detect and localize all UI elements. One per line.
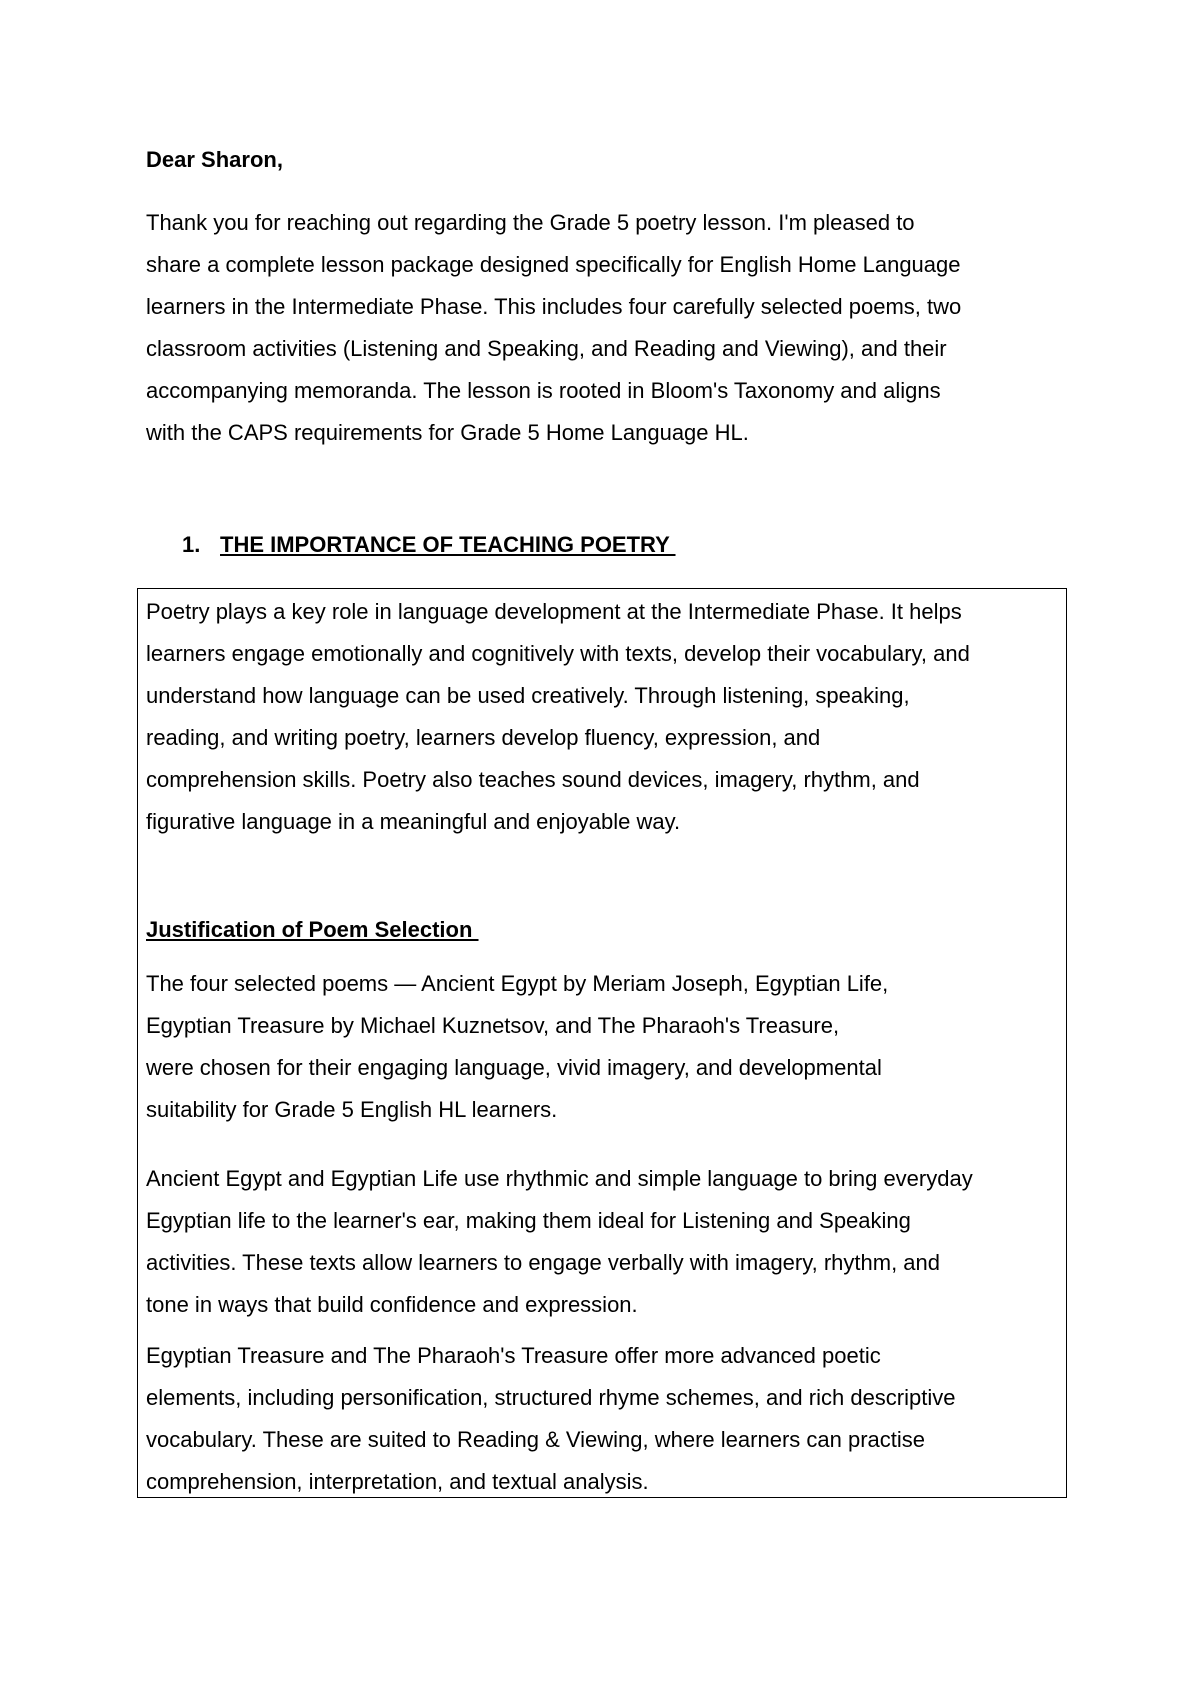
section-number: 1. <box>182 532 201 557</box>
importance-line: figurative language in a meaningful and enjoyable way. <box>146 809 681 834</box>
justification-heading: Justification of Poem Selection <box>146 917 479 942</box>
selection-line: were chosen for their engaging language, vivid imagery, and developmental <box>146 1055 882 1080</box>
selection-line: suitability for Grade 5 English HL learners. <box>146 1097 558 1122</box>
importance-line: understand how language can be used creatively. Through listening, speaking, <box>146 683 910 708</box>
listening-line: activities. These texts allow learners to engage verbally with imagery, rhythm, and <box>146 1250 940 1275</box>
importance-line: Poetry plays a key role in language development at the Intermediate Phase. It helps <box>146 599 962 624</box>
intro-paragraph <box>146 202 1076 454</box>
section-title: THE IMPORTANCE OF TEACHING POETRY <box>220 532 676 557</box>
intro-line: learners in the Intermediate Phase. This includes four carefully selected poems, two <box>146 294 962 319</box>
reading-line: comprehension, interpretation, and textual analysis. <box>146 1469 649 1494</box>
reading-line: Egyptian Treasure and The Pharaoh's Treasure offer more advanced poetic <box>146 1343 881 1368</box>
listening-paragraph <box>146 1158 1058 1326</box>
intro-line: Thank you for reaching out regarding the Grade 5 poetry lesson. I'm pleased to <box>146 210 915 235</box>
intro-line: accompanying memoranda. The lesson is rooted in Bloom's Taxonomy and aligns <box>146 378 941 403</box>
selection-line: Egyptian Treasure by Michael Kuznetsov, and The Pharaoh's Treasure, <box>146 1013 840 1038</box>
section-heading <box>182 530 676 560</box>
importance-line: learners engage emotionally and cognitively with texts, develop their vocabulary, and <box>146 641 970 666</box>
listening-line: Egyptian life to the learner's ear, making them ideal for Listening and Speaking <box>146 1208 911 1233</box>
reading-line: elements, including personification, structured rhyme schemes, and rich descriptive <box>146 1385 956 1410</box>
listening-line: tone in ways that build confidence and expression. <box>146 1292 638 1317</box>
intro-line: classroom activities (Listening and Speaking, and Reading and Viewing), and their <box>146 336 947 361</box>
importance-line: reading, and writing poetry, learners develop fluency, expression, and <box>146 725 821 750</box>
listening-line: Ancient Egypt and Egyptian Life use rhythmic and simple language to bring everyday <box>146 1166 973 1191</box>
salutation: Dear Sharon, <box>146 147 283 172</box>
selection-paragraph <box>146 963 1058 1131</box>
importance-line: comprehension skills. Poetry also teaches sound devices, imagery, rhythm, and <box>146 767 920 792</box>
intro-line: with the CAPS requirements for Grade 5 Home Language HL. <box>146 420 749 445</box>
reading-line: vocabulary. These are suited to Reading & Viewing, where learners can practise <box>146 1427 925 1452</box>
intro-line: share a complete lesson package designed specifically for English Home Language <box>146 252 961 277</box>
importance-box <box>137 588 1067 1498</box>
reading-paragraph <box>146 1335 1058 1503</box>
selection-line: The four selected poems — Ancient Egypt by Meriam Joseph, Egyptian Life, <box>146 971 889 996</box>
importance-paragraph <box>146 591 1058 843</box>
